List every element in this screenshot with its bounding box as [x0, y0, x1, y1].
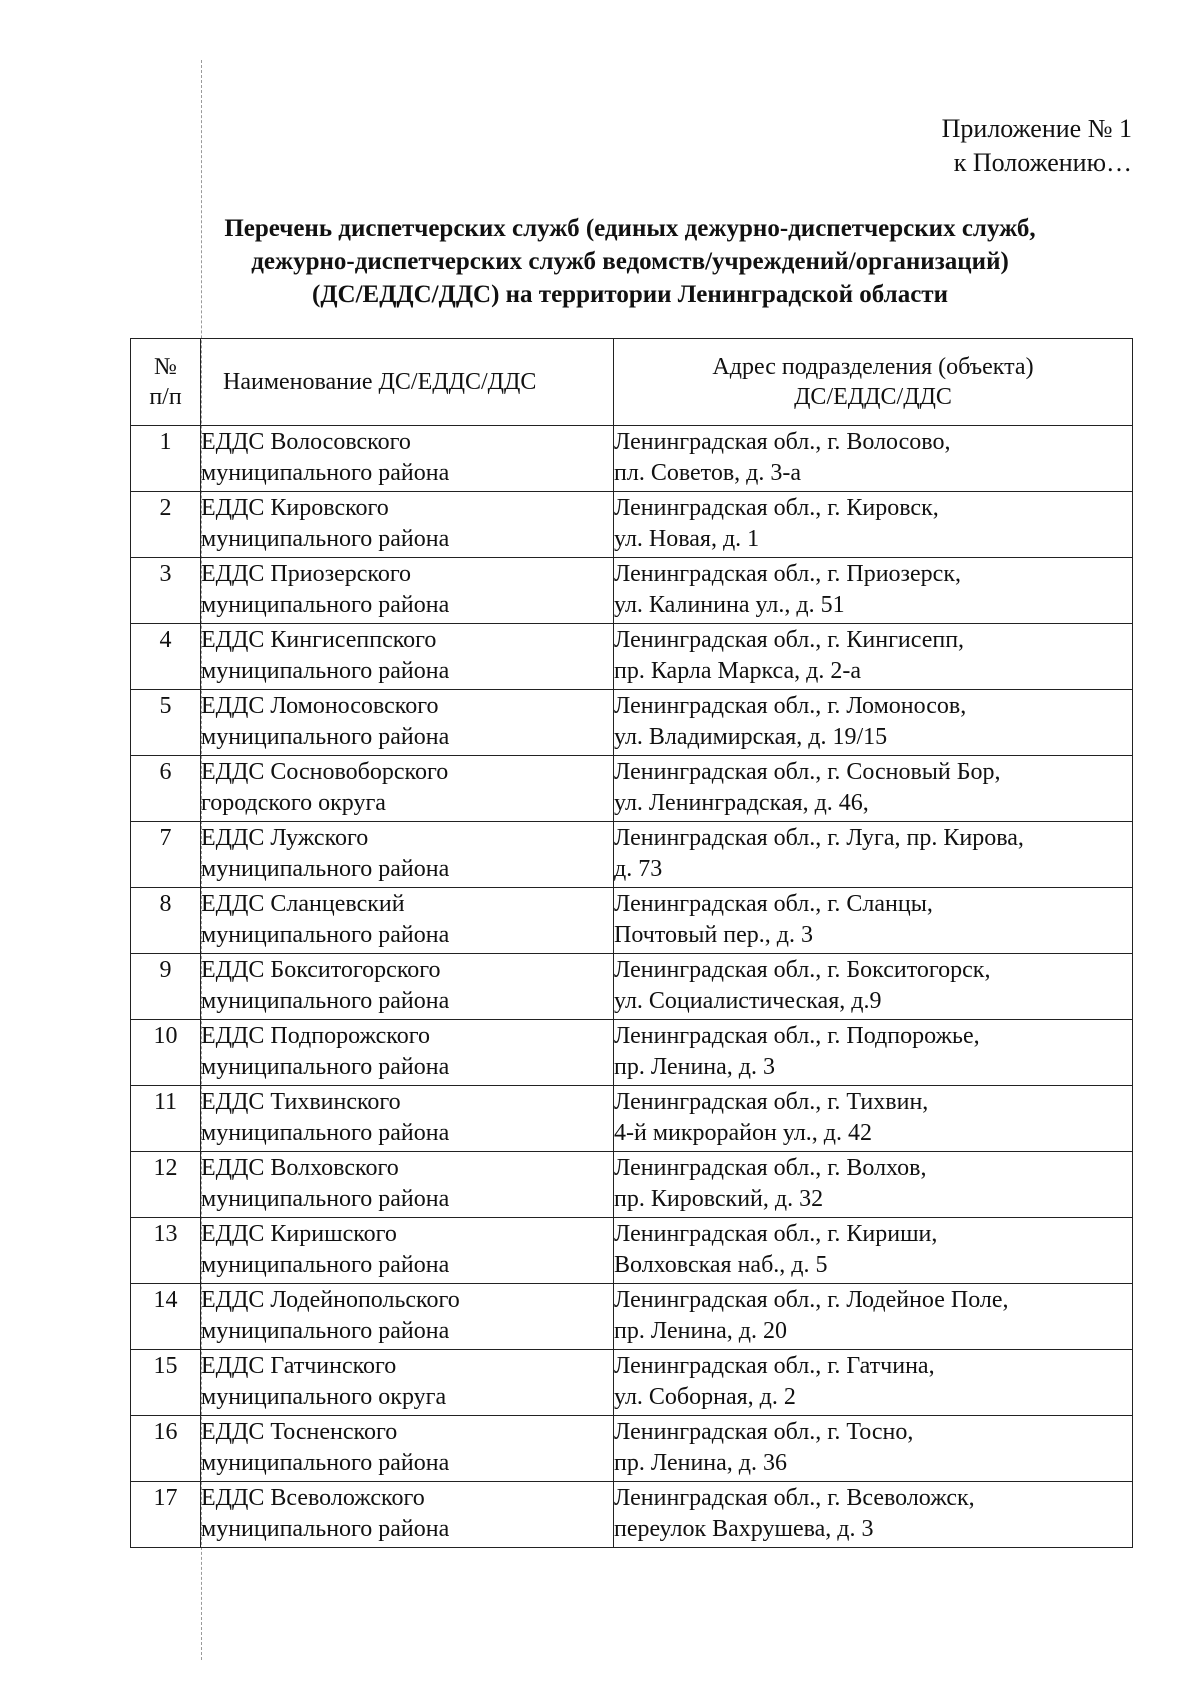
service-address-line-2: ул. Калинина ул., д. 51 — [614, 592, 845, 618]
service-name-line-1: ЕДДС Тихвинского — [201, 1089, 401, 1115]
service-address-line-2: переулок Вахрушева, д. 3 — [614, 1516, 874, 1542]
service-name-line-1: ЕДДС Кингисеппского — [201, 627, 437, 653]
service-address-line-2: ул. Соборная, д. 2 — [614, 1384, 796, 1410]
service-name — [201, 558, 614, 624]
table-row — [131, 1152, 1133, 1218]
service-name — [201, 492, 614, 558]
service-address — [614, 1020, 1133, 1086]
service-address-line-1: Ленинградская обл., г. Бокситогорск, — [614, 957, 991, 983]
service-name-line-1: ЕДДС Киришского — [201, 1221, 397, 1247]
table-row — [131, 1086, 1133, 1152]
service-name — [201, 1416, 614, 1482]
service-name-line-2: городского округа — [201, 790, 386, 816]
service-address — [614, 1482, 1133, 1548]
service-name-line-2: муниципального района — [201, 1318, 450, 1344]
service-address — [614, 1416, 1133, 1482]
table-row — [131, 624, 1133, 690]
service-address-line-2: Волховская наб., д. 5 — [614, 1252, 828, 1278]
service-address — [614, 558, 1133, 624]
table-row — [131, 822, 1133, 888]
service-name-line-2: муниципального района — [201, 1120, 450, 1146]
row-number: 15 — [131, 1350, 201, 1416]
service-address — [614, 426, 1133, 492]
service-name-line-1: ЕДДС Лужского — [201, 825, 369, 851]
service-name-line-2: муниципального района — [201, 1516, 450, 1542]
service-name — [201, 888, 614, 954]
service-name — [201, 1482, 614, 1548]
service-name-line-1: ЕДДС Бокситогорского — [201, 957, 441, 983]
service-name-line-1: ЕДДС Приозерского — [201, 561, 412, 587]
service-name-line-2: муниципального района — [201, 526, 450, 552]
service-address — [614, 756, 1133, 822]
service-address-line-2: пр. Ленина, д. 20 — [614, 1318, 788, 1344]
service-address-line-1: Ленинградская обл., г. Гатчина, — [614, 1353, 935, 1379]
table-row — [131, 1020, 1133, 1086]
column-header-address-line-2: ДС/ЕДДС/ДДС — [794, 384, 952, 410]
service-address — [614, 1086, 1133, 1152]
table-row — [131, 1284, 1133, 1350]
column-header-name: Наименование ДС/ЕДДС/ДДС — [201, 339, 614, 426]
service-address — [614, 1218, 1133, 1284]
table-row — [131, 492, 1133, 558]
column-header-number — [131, 339, 201, 426]
table-body — [131, 426, 1133, 1548]
service-name-line-2: муниципального района — [201, 1450, 450, 1476]
table-row — [131, 954, 1133, 1020]
table-row — [131, 1416, 1133, 1482]
service-name — [201, 1218, 614, 1284]
service-name-line-2: муниципального района — [201, 856, 450, 882]
column-header-number-abbr: п/п — [149, 384, 182, 410]
service-name — [201, 954, 614, 1020]
service-name — [201, 822, 614, 888]
service-name-line-2: муниципального района — [201, 460, 450, 486]
service-address — [614, 1284, 1133, 1350]
service-name-line-1: ЕДДС Волховского — [201, 1155, 399, 1181]
table-row — [131, 888, 1133, 954]
document-title — [130, 212, 1130, 311]
service-name-line-2: муниципального района — [201, 724, 450, 750]
service-address-line-1: Ленинградская обл., г. Приозерск, — [614, 561, 961, 587]
service-address-line-1: Ленинградская обл., г. Сланцы, — [614, 891, 933, 917]
row-number: 9 — [131, 954, 201, 1020]
service-address — [614, 888, 1133, 954]
service-address — [614, 822, 1133, 888]
appendix-reference: к Положению… — [953, 148, 1132, 177]
service-address-line-2: пр. Ленина, д. 36 — [614, 1450, 788, 1476]
service-name — [201, 624, 614, 690]
service-name-line-2: муниципального округа — [201, 1384, 447, 1410]
service-name — [201, 1020, 614, 1086]
service-name — [201, 1350, 614, 1416]
service-name-line-1: ЕДДС Гатчинского — [201, 1353, 397, 1379]
service-address — [614, 1152, 1133, 1218]
row-number: 17 — [131, 1482, 201, 1548]
service-address-line-1: Ленинградская обл., г. Луга, пр. Кирова, — [614, 825, 1024, 851]
service-name-line-2: муниципального района — [201, 988, 450, 1014]
service-name-line-1: ЕДДС Волосовского — [201, 429, 411, 455]
service-address-line-1: Ленинградская обл., г. Волхов, — [614, 1155, 927, 1181]
row-number: 7 — [131, 822, 201, 888]
services-table — [130, 338, 1133, 1548]
row-number: 13 — [131, 1218, 201, 1284]
row-number: 6 — [131, 756, 201, 822]
service-address-line-2: ул. Ленинградская, д. 46, — [614, 790, 869, 816]
service-address-line-1: Ленинградская обл., г. Лодейное Поле, — [614, 1287, 1009, 1313]
table-row — [131, 1482, 1133, 1548]
service-name-line-1: ЕДДС Всеволожского — [201, 1485, 425, 1511]
table-row — [131, 690, 1133, 756]
row-number: 11 — [131, 1086, 201, 1152]
service-address — [614, 690, 1133, 756]
service-address — [614, 624, 1133, 690]
service-name — [201, 1152, 614, 1218]
service-address-line-2: пл. Советов, д. 3-а — [614, 460, 802, 486]
service-address-line-1: Ленинградская обл., г. Кингисепп, — [614, 627, 965, 653]
service-address-line-2: д. 73 — [614, 856, 663, 882]
row-number: 12 — [131, 1152, 201, 1218]
service-address-line-1: Ленинградская обл., г. Кировск, — [614, 495, 939, 521]
service-name-line-2: муниципального района — [201, 1054, 450, 1080]
appendix-header — [942, 112, 1132, 180]
row-number: 16 — [131, 1416, 201, 1482]
service-address — [614, 492, 1133, 558]
title-line-2: дежурно-диспетчерских служб ведомств/учреждений/организаций) — [251, 248, 1009, 275]
service-name-line-2: муниципального района — [201, 592, 450, 618]
column-header-number-sign: № — [154, 354, 177, 380]
service-address-line-2: 4-й микрорайон ул., д. 42 — [614, 1120, 872, 1146]
service-address-line-2: ул. Социалистическая, д.9 — [614, 988, 882, 1014]
service-address-line-1: Ленинградская обл., г. Тосно, — [614, 1419, 914, 1445]
service-address-line-1: Ленинградская обл., г. Волосово, — [614, 429, 951, 455]
service-address-line-1: Ленинградская обл., г. Кириши, — [614, 1221, 938, 1247]
appendix-number: Приложение № 1 — [941, 114, 1132, 143]
title-line-1: Перечень диспетчерских служб (единых дежурно-диспетчерских служб, — [224, 215, 1036, 242]
service-address-line-2: ул. Новая, д. 1 — [614, 526, 760, 552]
service-name-line-2: муниципального района — [201, 1186, 450, 1212]
service-name-line-1: ЕДДС Сосновоборского — [201, 759, 449, 785]
service-name — [201, 426, 614, 492]
service-name-line-1: ЕДДС Лодейнопольского — [201, 1287, 460, 1313]
table-row — [131, 1350, 1133, 1416]
row-number: 3 — [131, 558, 201, 624]
service-name-line-1: ЕДДС Кировского — [201, 495, 389, 521]
service-address-line-2: Почтовый пер., д. 3 — [614, 922, 813, 948]
row-number: 1 — [131, 426, 201, 492]
service-name — [201, 1284, 614, 1350]
service-name-line-2: муниципального района — [201, 922, 450, 948]
service-name-line-1: ЕДДС Сланцевский — [201, 891, 405, 917]
row-number: 14 — [131, 1284, 201, 1350]
table-row — [131, 1218, 1133, 1284]
service-name — [201, 1086, 614, 1152]
row-number: 4 — [131, 624, 201, 690]
title-line-3: (ДС/ЕДДС/ДДС) на территории Ленинградской области — [312, 281, 948, 308]
service-address-line-2: пр. Кировский, д. 32 — [614, 1186, 824, 1212]
table-row — [131, 756, 1133, 822]
row-number: 8 — [131, 888, 201, 954]
service-address-line-1: Ленинградская обл., г. Тихвин, — [614, 1089, 929, 1115]
service-address-line-1: Ленинградская обл., г. Ломоносов, — [614, 693, 967, 719]
service-name-line-1: ЕДДС Тосненского — [201, 1419, 398, 1445]
service-address-line-1: Ленинградская обл., г. Сосновый Бор, — [614, 759, 1001, 785]
service-address — [614, 1350, 1133, 1416]
column-header-address — [614, 339, 1133, 426]
service-address-line-2: ул. Владимирская, д. 19/15 — [614, 724, 888, 750]
service-name-line-2: муниципального района — [201, 1252, 450, 1278]
service-name-line-1: ЕДДС Подпорожского — [201, 1023, 430, 1049]
service-address — [614, 954, 1133, 1020]
column-header-address-line-1: Адрес подразделения (объекта) — [712, 354, 1034, 380]
table-row — [131, 426, 1133, 492]
service-name-line-1: ЕДДС Ломоносовского — [201, 693, 439, 719]
service-address-line-2: пр. Ленина, д. 3 — [614, 1054, 776, 1080]
service-address-line-1: Ленинградская обл., г. Всеволожск, — [614, 1485, 975, 1511]
service-address-line-1: Ленинградская обл., г. Подпорожье, — [614, 1023, 980, 1049]
service-name — [201, 690, 614, 756]
service-name — [201, 756, 614, 822]
service-name-line-2: муниципального района — [201, 658, 450, 684]
row-number: 5 — [131, 690, 201, 756]
service-address-line-2: пр. Карла Маркса, д. 2-а — [614, 658, 862, 684]
row-number: 10 — [131, 1020, 201, 1086]
table-header-row — [131, 339, 1133, 426]
row-number: 2 — [131, 492, 201, 558]
table-row — [131, 558, 1133, 624]
